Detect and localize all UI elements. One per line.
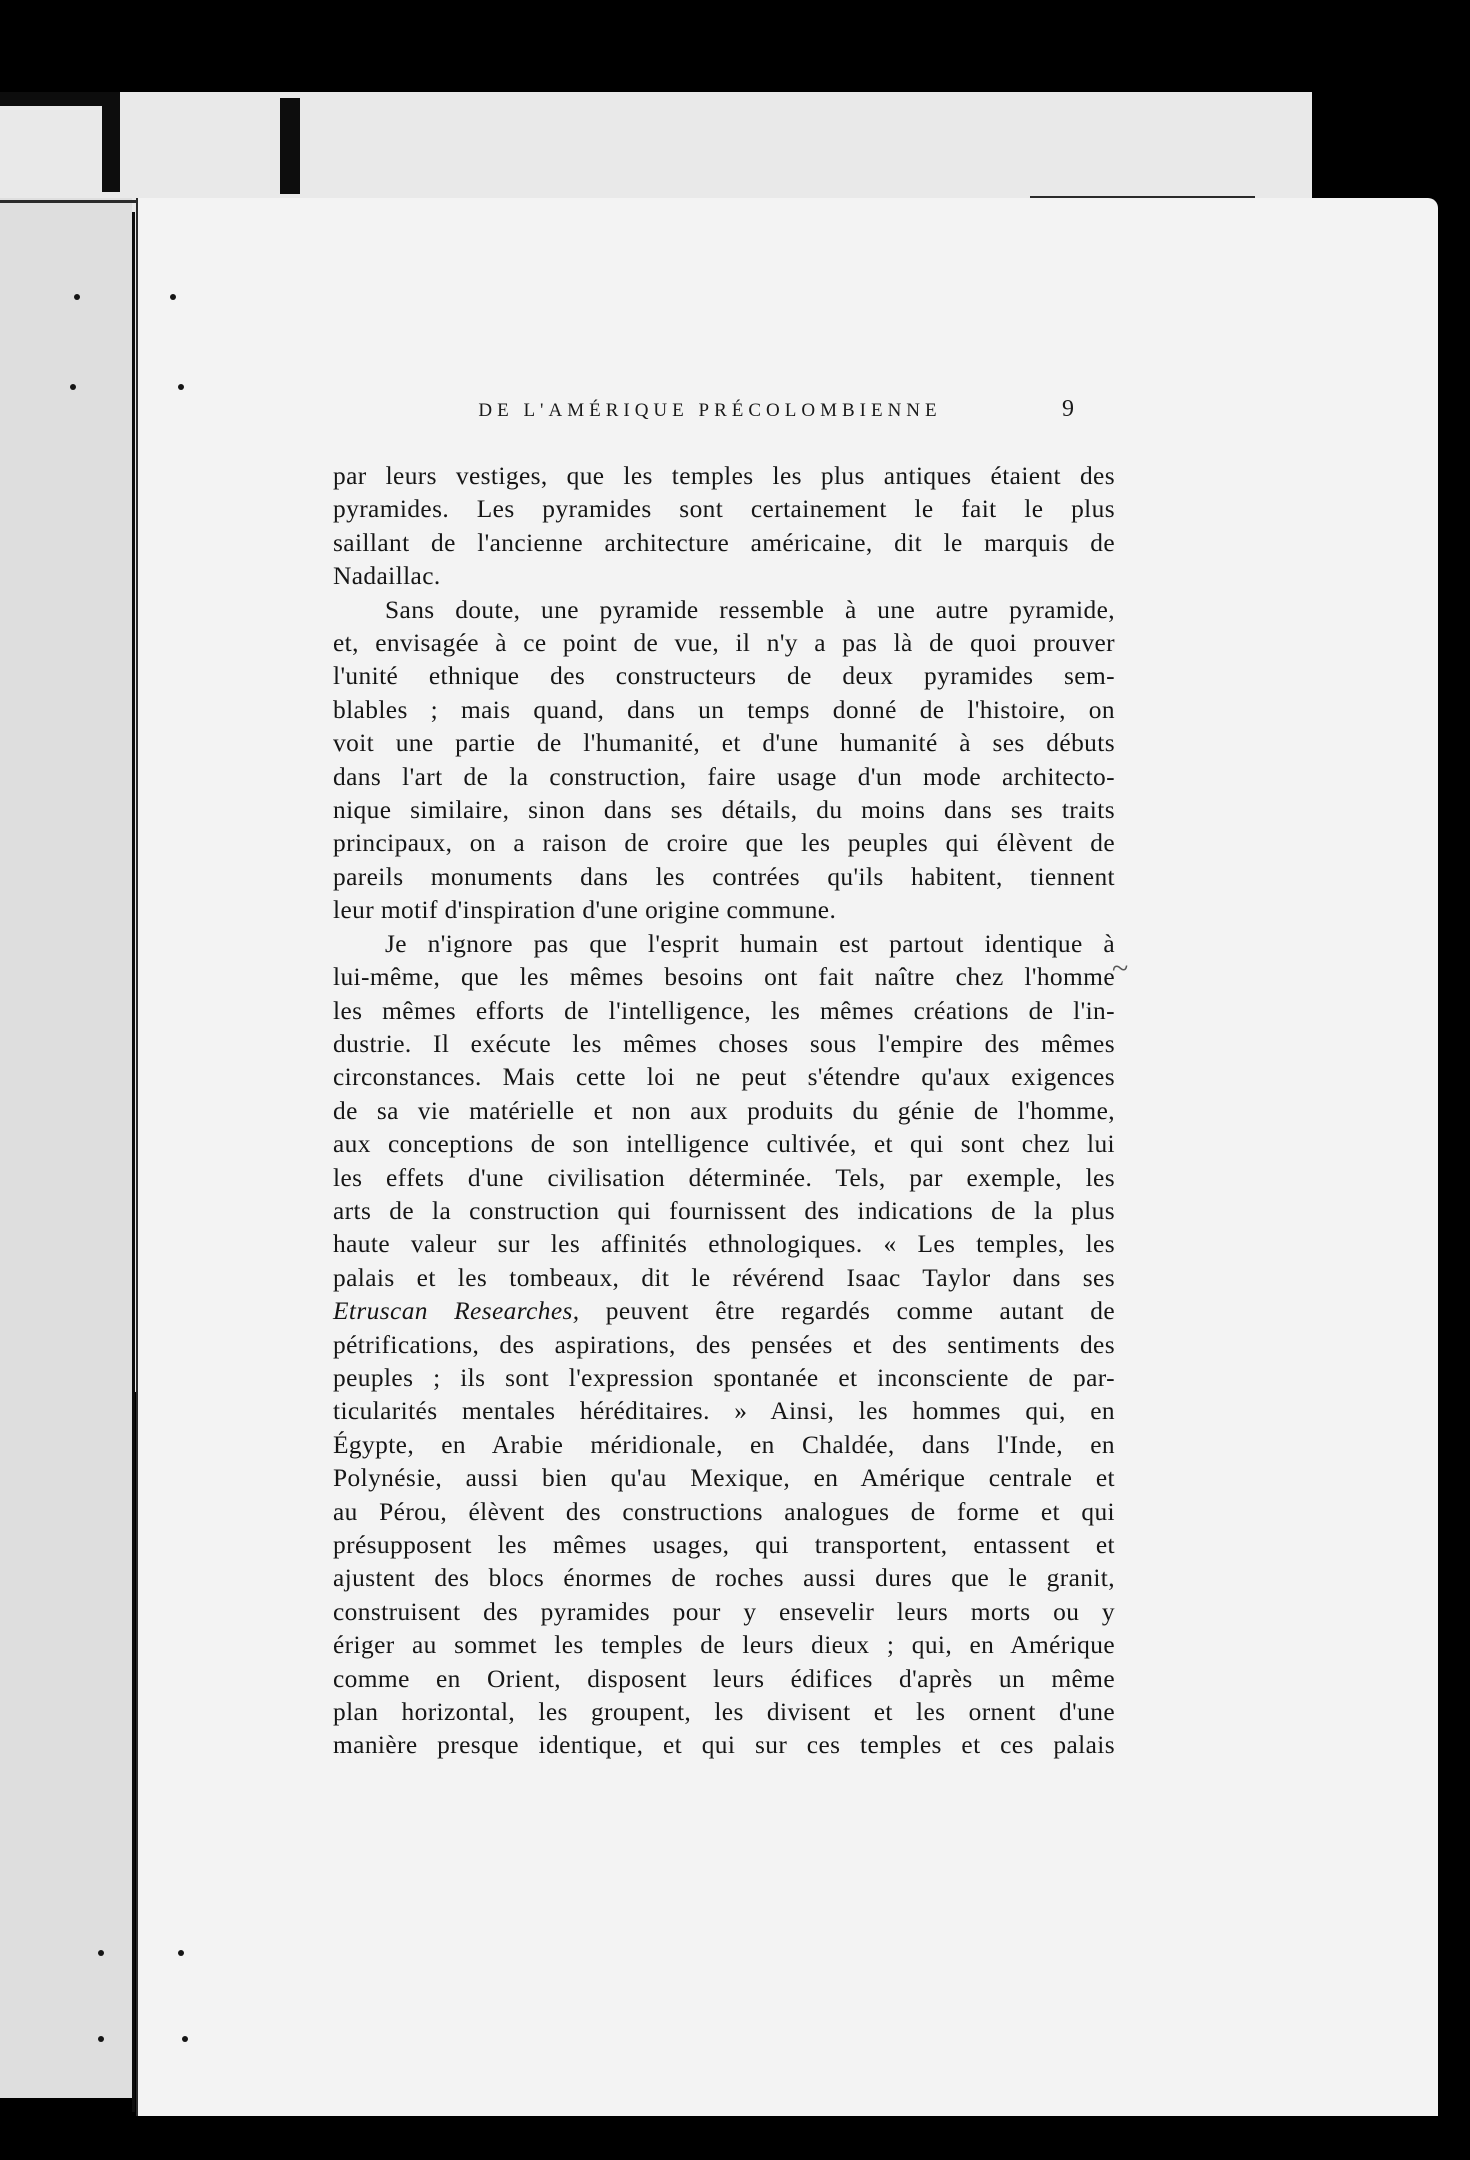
text-line: haute valeur sur les affinités ethnologiques. « Les temples, les (333, 1230, 1115, 1259)
scan-dot (74, 294, 80, 300)
text-line: circonstances. Mais cette loi ne peut s'étendre qu'aux exigences (333, 1063, 1115, 1092)
text-line: et, envisagée à ce point de vue, il n'y a pas là de quoi prouver (333, 629, 1115, 658)
text-line: Sans doute, une pyramide ressemble à une autre pyramide, (385, 595, 1115, 624)
page-number: 9 (1062, 396, 1074, 422)
margin-mark: ~ (1112, 952, 1129, 985)
scan-dot (70, 384, 76, 390)
running-head: DE L'AMÉRIQUE PRÉCOLOMBIENNE (478, 400, 942, 421)
text-line: au Pérou, élèvent des constructions analogues de forme et qui (333, 1497, 1115, 1526)
binding-bar (280, 98, 300, 194)
text-line: les effets d'une civilisation déterminée. Tels, par exemple, les (333, 1163, 1115, 1192)
text-line: par leurs vestiges, que les temples les plus antiques étaient des (333, 462, 1115, 490)
text-line: plan horizontal, les groupent, les divisent et les ornent d'une (333, 1698, 1115, 1727)
text-line: voit une partie de l'humanité, et d'une humanité à ses débuts (333, 729, 1115, 758)
text-line: principaux, on a raison de croire que les peuples qui élèvent de (333, 829, 1115, 858)
text-line: manière presque identique, et qui sur ces temples et ces palais (333, 1731, 1115, 1760)
text-line: dans l'art de la construction, faire usage d'un mode architecto- (333, 762, 1115, 791)
text-line: de sa vie matérielle et non aux produits du génie de l'homme, (333, 1096, 1115, 1125)
text-line: arts de la construction qui fournissent des indications de la plus (333, 1196, 1115, 1225)
scan-dot (170, 294, 176, 300)
text-line: nique similaire, sinon dans ses détails, du moins dans ses traits (333, 796, 1115, 825)
text-line: lui-même, que les mêmes besoins ont fait naître chez l'homme (333, 963, 1115, 992)
text-line: construisent des pyramides pour y ensevelir leurs morts ou y (333, 1597, 1115, 1626)
text-line: présupposent les mêmes usages, qui transportent, entassent et (333, 1531, 1115, 1559)
text-line: leur motif d'inspiration d'une origine commune. (333, 896, 837, 925)
binding-bar (102, 92, 120, 192)
text-line: ériger au sommet les temples de leurs dieux ; qui, en Amérique (333, 1631, 1115, 1660)
text-line: Nadaillac. (333, 562, 441, 591)
text-line: Je n'ignore pas que l'esprit humain est partout identique à (385, 929, 1115, 958)
text-line-rest: peuvent être regardés comme autant de (579, 1297, 1115, 1326)
text-line: l'unité ethnique des constructeurs de deux pyramides sem- (333, 662, 1115, 691)
text-line: palais et les tombeaux, dit le révérend Isaac Taylor dans ses (333, 1263, 1115, 1292)
italic-title: Etruscan Researches, (333, 1297, 580, 1326)
text-line: aux conceptions de son intelligence cultivée, et qui sont chez lui (333, 1130, 1115, 1159)
text-line: pétrifications, des aspirations, des pensées et des sentiments des (333, 1330, 1115, 1359)
text-line: Polynésie, aussi bien qu'au Mexique, en Amérique centrale et (333, 1464, 1115, 1493)
text-line: ticularités mentales héréditaires. » Ainsi, les hommes qui, en (333, 1397, 1115, 1426)
previous-page-edge (0, 198, 132, 2098)
text-line (333, 1295, 1115, 1328)
body-text (333, 460, 1115, 1763)
text-line: blables ; mais quand, dans un temps donné de l'histoire, on (333, 695, 1115, 724)
gutter-line (132, 212, 135, 2112)
text-line: pareils monuments dans les contrées qu'ils habitent, tiennent (333, 862, 1115, 891)
scan-dot (98, 2036, 104, 2042)
scan-dot (178, 1950, 184, 1956)
scan-dot (98, 1950, 104, 1956)
text-line: dustrie. Il exécute les mêmes choses sous l'empire des mêmes (333, 1029, 1115, 1058)
text-line: pyramides. Les pyramides sont certainement le fait le plus (333, 495, 1115, 524)
text-line: comme en Orient, disposent leurs édifices d'après un même (333, 1664, 1115, 1693)
text-line: saillant de l'ancienne architecture américaine, dit le marquis de (333, 528, 1115, 557)
text-line: ajustent des blocs énormes de roches aussi dures que le granit, (333, 1564, 1115, 1593)
scan-dot (178, 384, 184, 390)
scan-dot (182, 2036, 188, 2042)
text-line: les mêmes efforts de l'intelligence, les mêmes créations de l'in- (333, 996, 1115, 1025)
text-line: Égypte, en Arabie méridionale, en Chaldée, dans l'Inde, en (333, 1430, 1115, 1459)
text-line: peuples ; ils sont l'expression spontanée et inconsciente de par- (333, 1363, 1115, 1392)
